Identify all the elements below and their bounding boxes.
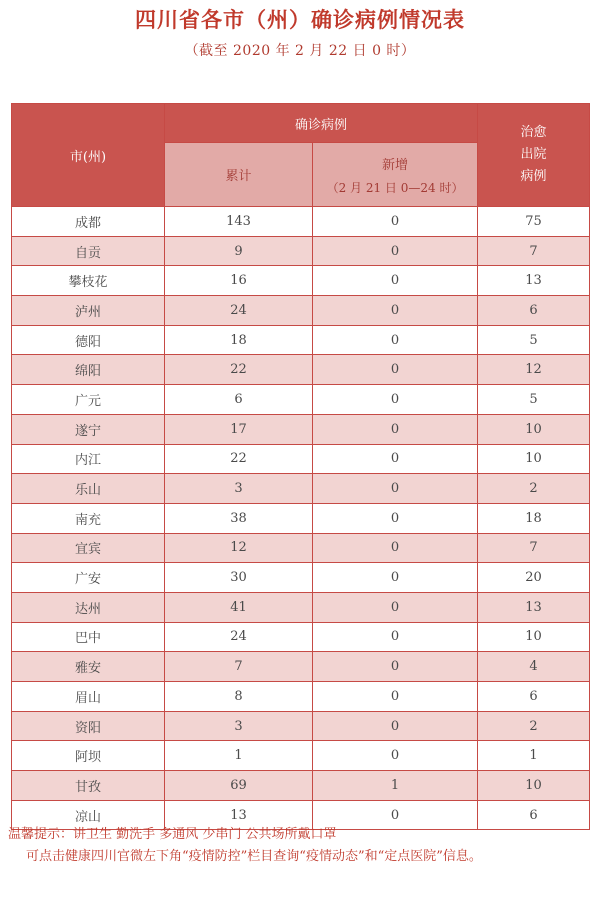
page-title: 四川省各市（州）确诊病例情况表	[135, 8, 465, 32]
table-row	[12, 503, 590, 533]
new-cases-cell: 0	[313, 533, 478, 563]
recovered-cell: 2	[478, 711, 590, 741]
recovered-cell: 13	[478, 592, 590, 622]
table-row	[12, 652, 590, 682]
new-cases-cell: 0	[313, 741, 478, 771]
new-cases-cell: 0	[313, 207, 478, 237]
city-cell: 阿坝	[12, 741, 165, 771]
city-cell: 眉山	[12, 682, 165, 712]
new-cases-cell: 0	[313, 474, 478, 504]
new-cases-cell: 0	[313, 622, 478, 652]
new-cases-cell: 0	[313, 385, 478, 415]
recovered-cell: 6	[478, 682, 590, 712]
table-row	[12, 385, 590, 415]
recovered-cell: 2	[478, 474, 590, 504]
city-cell: 德阳	[12, 325, 165, 355]
recovered-cell: 10	[478, 414, 590, 444]
recovered-cell: 6	[478, 296, 590, 326]
table-row	[12, 236, 590, 266]
recovered-header-line-1: 治愈	[520, 125, 547, 140]
city-cell: 雅安	[12, 652, 165, 682]
new-cases-cell: 0	[313, 711, 478, 741]
recovered-header-line-3: 病例	[520, 169, 547, 184]
city-cell: 泸州	[12, 296, 165, 326]
new-column-header	[313, 143, 478, 207]
new-cases-cell: 1	[313, 771, 478, 801]
new-cases-cell: 0	[313, 592, 478, 622]
table-row	[12, 444, 590, 474]
table-row	[12, 266, 590, 296]
table-row	[12, 414, 590, 444]
cumulative-cell: 13	[165, 800, 313, 830]
new-cases-cell: 0	[313, 266, 478, 296]
footer-notice	[8, 824, 593, 868]
cumulative-cell: 143	[165, 207, 313, 237]
cases-table	[11, 103, 590, 830]
cumulative-cell: 38	[165, 503, 313, 533]
recovered-cell: 18	[478, 503, 590, 533]
table-row	[12, 296, 590, 326]
new-header-date-range: （2 月 21 日 0—24 时）	[326, 180, 464, 195]
cumulative-cell: 7	[165, 652, 313, 682]
table-row	[12, 207, 590, 237]
table-row	[12, 355, 590, 385]
cumulative-cell: 41	[165, 592, 313, 622]
recovered-header-line-2: 出院	[520, 147, 547, 162]
table-row	[12, 771, 590, 801]
table-row	[12, 592, 590, 622]
city-cell: 巴中	[12, 622, 165, 652]
city-cell: 广元	[12, 385, 165, 415]
cumulative-cell: 6	[165, 385, 313, 415]
recovered-cell: 10	[478, 771, 590, 801]
city-cell: 遂宁	[12, 414, 165, 444]
recovered-column-header	[478, 104, 590, 207]
recovered-cell: 12	[478, 355, 590, 385]
new-cases-cell: 0	[313, 800, 478, 830]
cumulative-cell: 30	[165, 563, 313, 593]
cumulative-cell: 9	[165, 236, 313, 266]
page-subtitle: （截至 2020 年 2 月 22 日 0 时）	[184, 43, 416, 59]
table-row	[12, 474, 590, 504]
city-cell: 宜宾	[12, 533, 165, 563]
table-body	[12, 207, 590, 830]
cumulative-cell: 69	[165, 771, 313, 801]
city-cell: 成都	[12, 207, 165, 237]
footer-tip: 温馨提示：讲卫生 勤洗手 多通风 少串门 公共场所戴口罩	[8, 827, 337, 842]
new-cases-cell: 0	[313, 444, 478, 474]
table-row	[12, 533, 590, 563]
new-cases-cell: 0	[313, 414, 478, 444]
city-cell: 凉山	[12, 800, 165, 830]
recovered-cell: 20	[478, 563, 590, 593]
recovered-cell: 1	[478, 741, 590, 771]
cumulative-cell: 18	[165, 325, 313, 355]
recovered-cell: 75	[478, 207, 590, 237]
city-cell: 资阳	[12, 711, 165, 741]
city-cell: 内江	[12, 444, 165, 474]
cumulative-column-header: 累计	[165, 143, 313, 207]
table-row	[12, 741, 590, 771]
cumulative-cell: 22	[165, 355, 313, 385]
cumulative-cell: 24	[165, 622, 313, 652]
city-column-header: 市(州)	[12, 104, 165, 207]
confirmed-group-header: 确诊病例	[165, 104, 478, 143]
cumulative-cell: 1	[165, 741, 313, 771]
recovered-cell: 7	[478, 236, 590, 266]
new-cases-cell: 0	[313, 236, 478, 266]
city-cell: 达州	[12, 592, 165, 622]
cumulative-cell: 17	[165, 414, 313, 444]
new-cases-cell: 0	[313, 503, 478, 533]
recovered-cell: 5	[478, 385, 590, 415]
table-row	[12, 682, 590, 712]
table-row	[12, 622, 590, 652]
city-cell: 自贡	[12, 236, 165, 266]
recovered-cell: 10	[478, 444, 590, 474]
new-cases-cell: 0	[313, 682, 478, 712]
new-cases-cell: 0	[313, 325, 478, 355]
cumulative-cell: 12	[165, 533, 313, 563]
table-row	[12, 711, 590, 741]
table-row	[12, 563, 590, 593]
city-cell: 攀枝花	[12, 266, 165, 296]
recovered-cell: 10	[478, 622, 590, 652]
city-cell: 广安	[12, 563, 165, 593]
cumulative-cell: 3	[165, 474, 313, 504]
city-cell: 南充	[12, 503, 165, 533]
city-cell: 乐山	[12, 474, 165, 504]
city-cell: 甘孜	[12, 771, 165, 801]
recovered-cell: 7	[478, 533, 590, 563]
new-cases-cell: 0	[313, 652, 478, 682]
table-row	[12, 325, 590, 355]
cumulative-cell: 16	[165, 266, 313, 296]
cumulative-cell: 8	[165, 682, 313, 712]
new-cases-cell: 0	[313, 563, 478, 593]
recovered-cell: 4	[478, 652, 590, 682]
recovered-cell: 6	[478, 800, 590, 830]
cumulative-cell: 22	[165, 444, 313, 474]
cumulative-cell: 3	[165, 711, 313, 741]
footer-info: 可点击健康四川官微左下角“疫情防控”栏目查询“疫情动态”和“定点医院”信息。	[26, 849, 482, 864]
recovered-cell: 13	[478, 266, 590, 296]
new-header-label: 新增	[382, 157, 409, 173]
new-cases-cell: 0	[313, 355, 478, 385]
city-cell: 绵阳	[12, 355, 165, 385]
cumulative-cell: 24	[165, 296, 313, 326]
new-cases-cell: 0	[313, 296, 478, 326]
recovered-cell: 5	[478, 325, 590, 355]
